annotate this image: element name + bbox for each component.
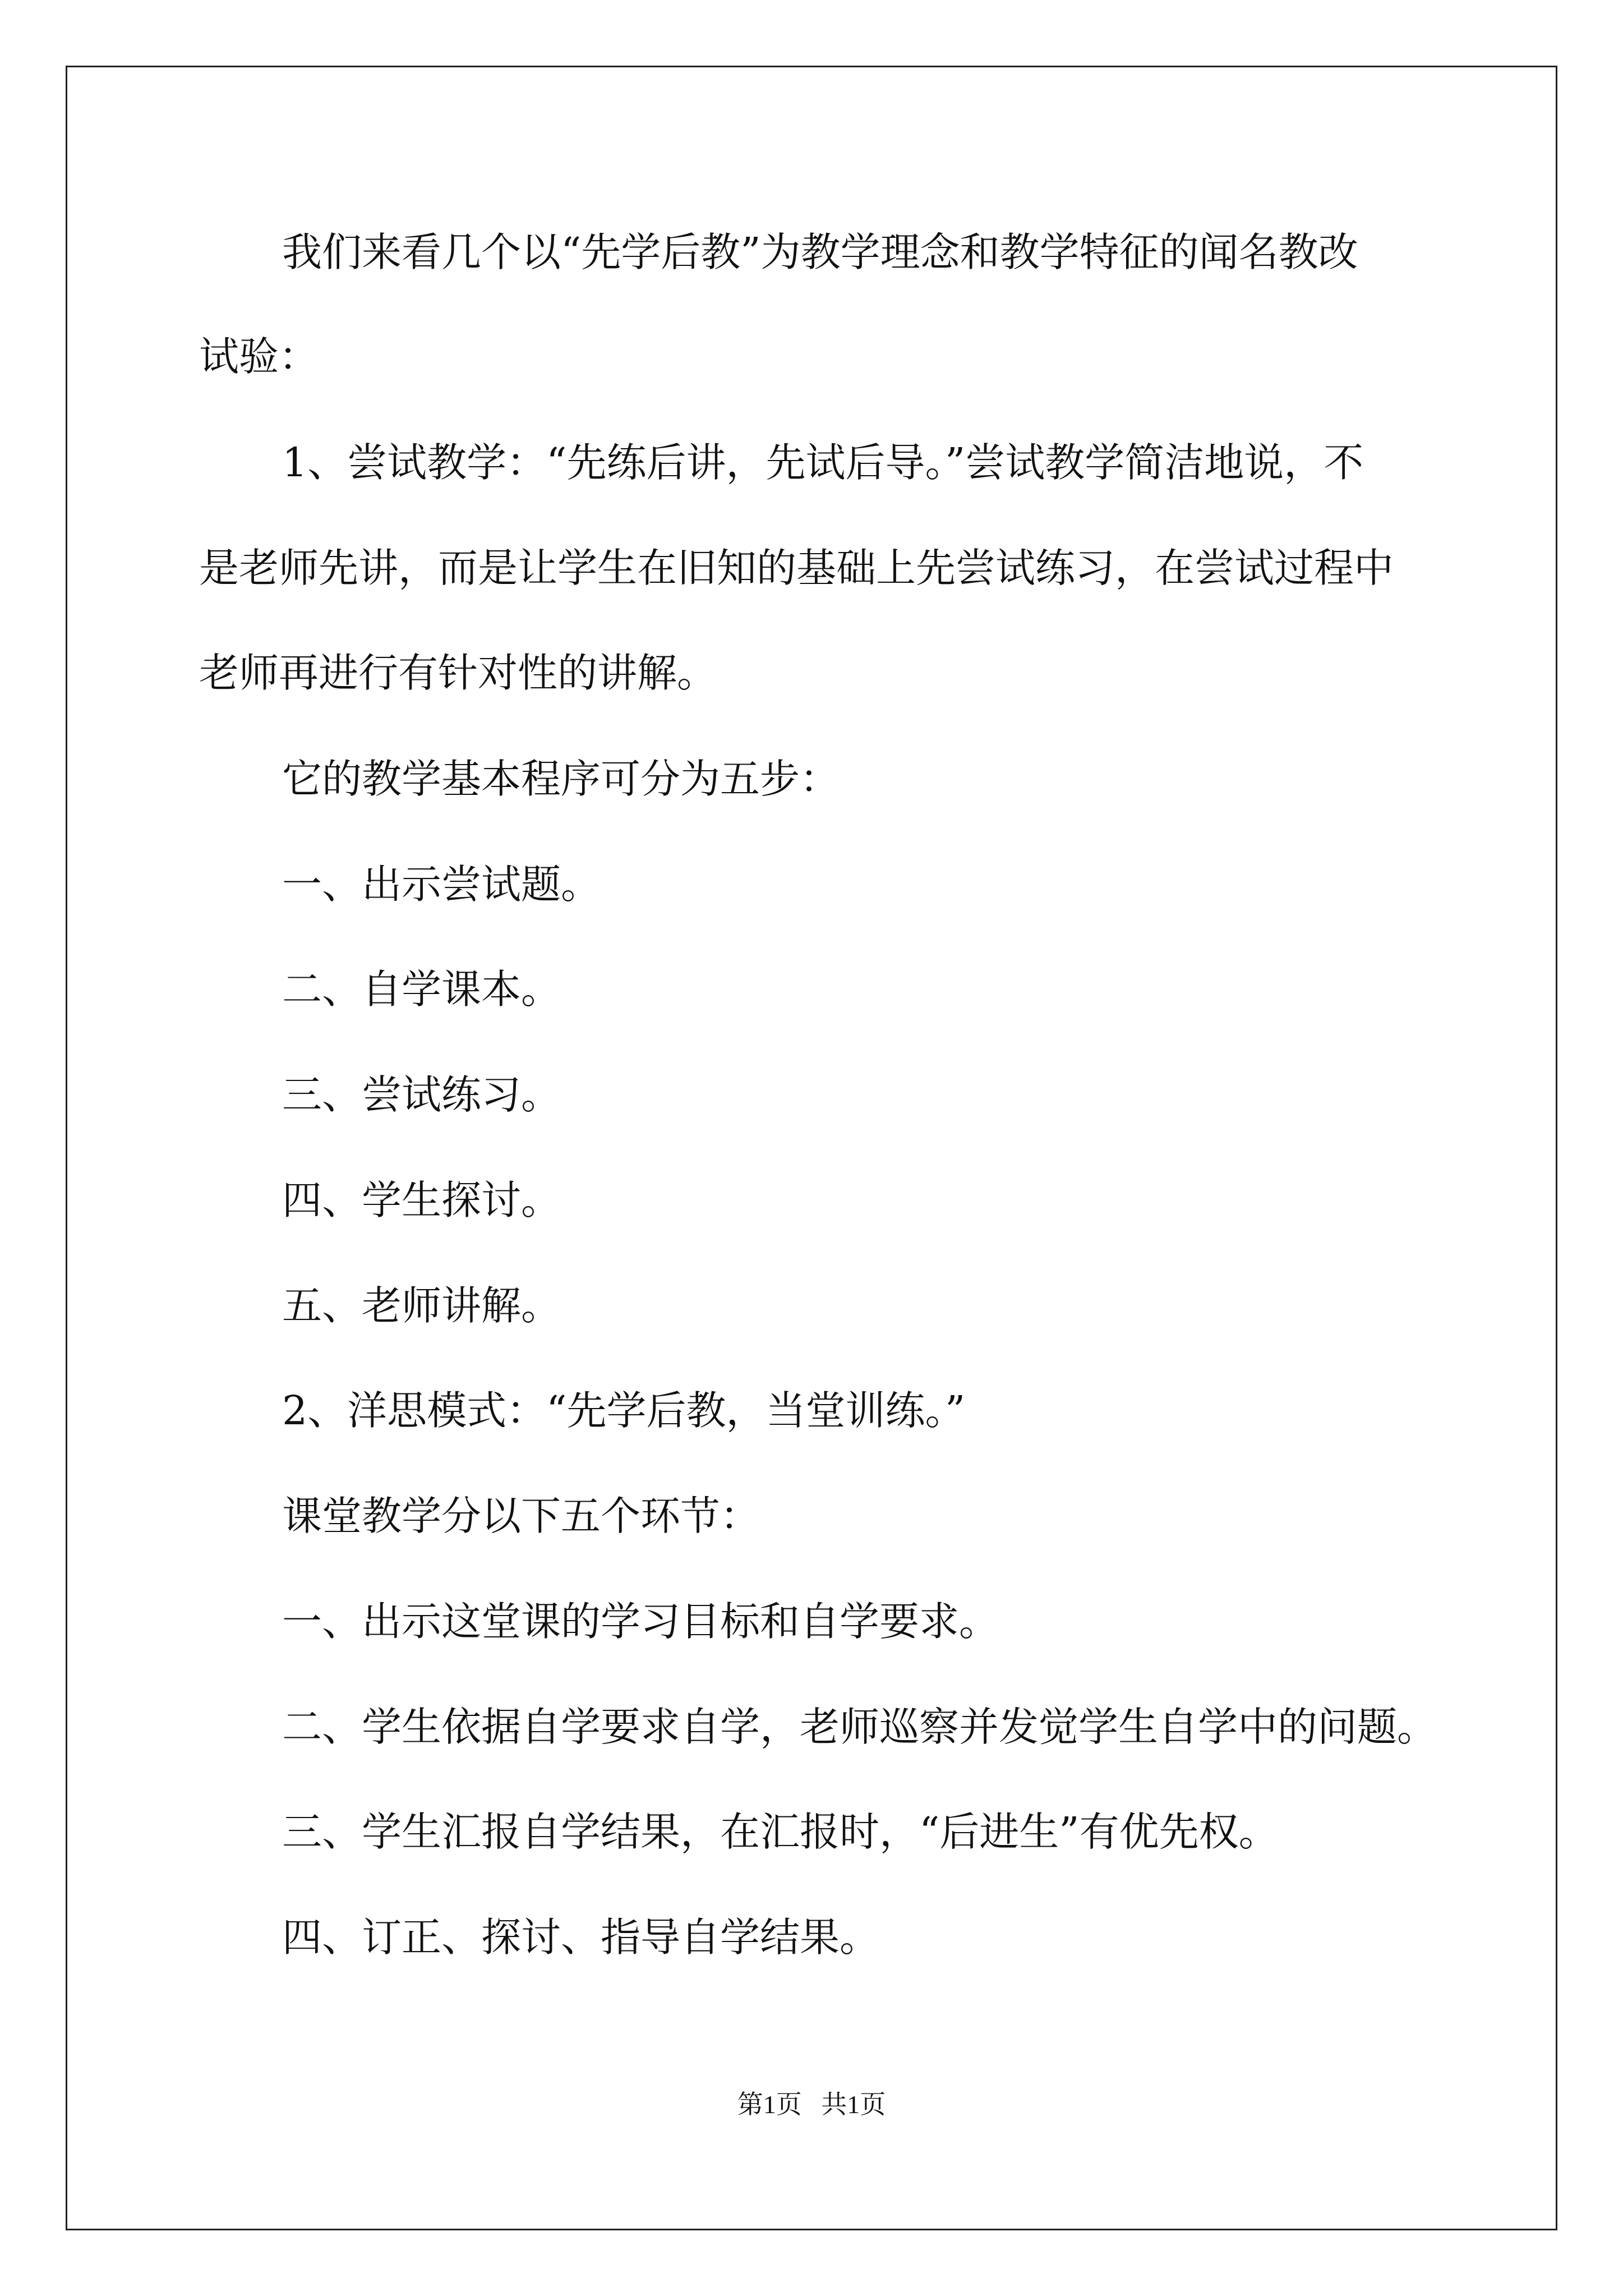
- paragraph-line: 是老师先讲，而是让学生在旧知的基础上先尝试练习，在尝试过程中: [199, 545, 1394, 591]
- list-item: 五、老师讲解。: [282, 1282, 561, 1329]
- list-item: 二、自学课本。: [282, 966, 561, 1013]
- paragraph-line: 它的教学基本程序可分为五步：: [282, 756, 840, 802]
- paragraph-line: 我们来看几个以“先学后教”为教学理念和教学特征的闻名教改: [282, 229, 1358, 275]
- paragraph-line: 试验：: [199, 333, 319, 380]
- page-footer: 第1页 共1页: [737, 2090, 886, 2119]
- paragraph-line: 1、尝试教学：“先练后讲，先试后导。”尝试教学简洁地说，不: [282, 439, 1364, 486]
- paragraph-line: 2、洋思模式：“先学后教，当堂训练。”: [282, 1387, 966, 1434]
- list-item: 一、出示这堂课的学习目标和自学要求。: [282, 1598, 999, 1645]
- list-item: 四、订正、探讨、指导自学结果。: [282, 1914, 880, 1961]
- list-item: 二、学生依据自学要求自学，老师巡察并发觉学生自学中的问题。: [282, 1704, 1437, 1750]
- list-item: 一、出示尝试题。: [282, 861, 601, 908]
- paragraph-line: 老师再进行有针对性的讲解。: [199, 650, 717, 696]
- paragraph-line: 课堂教学分以下五个环节：: [282, 1493, 760, 1539]
- list-item: 四、学生探讨。: [282, 1177, 561, 1223]
- list-item: 三、学生汇报自学结果，在汇报时，“后进生”有优先权。: [282, 1809, 1279, 1855]
- page-frame: [66, 66, 1557, 2230]
- list-item: 三、尝试练习。: [282, 1071, 561, 1118]
